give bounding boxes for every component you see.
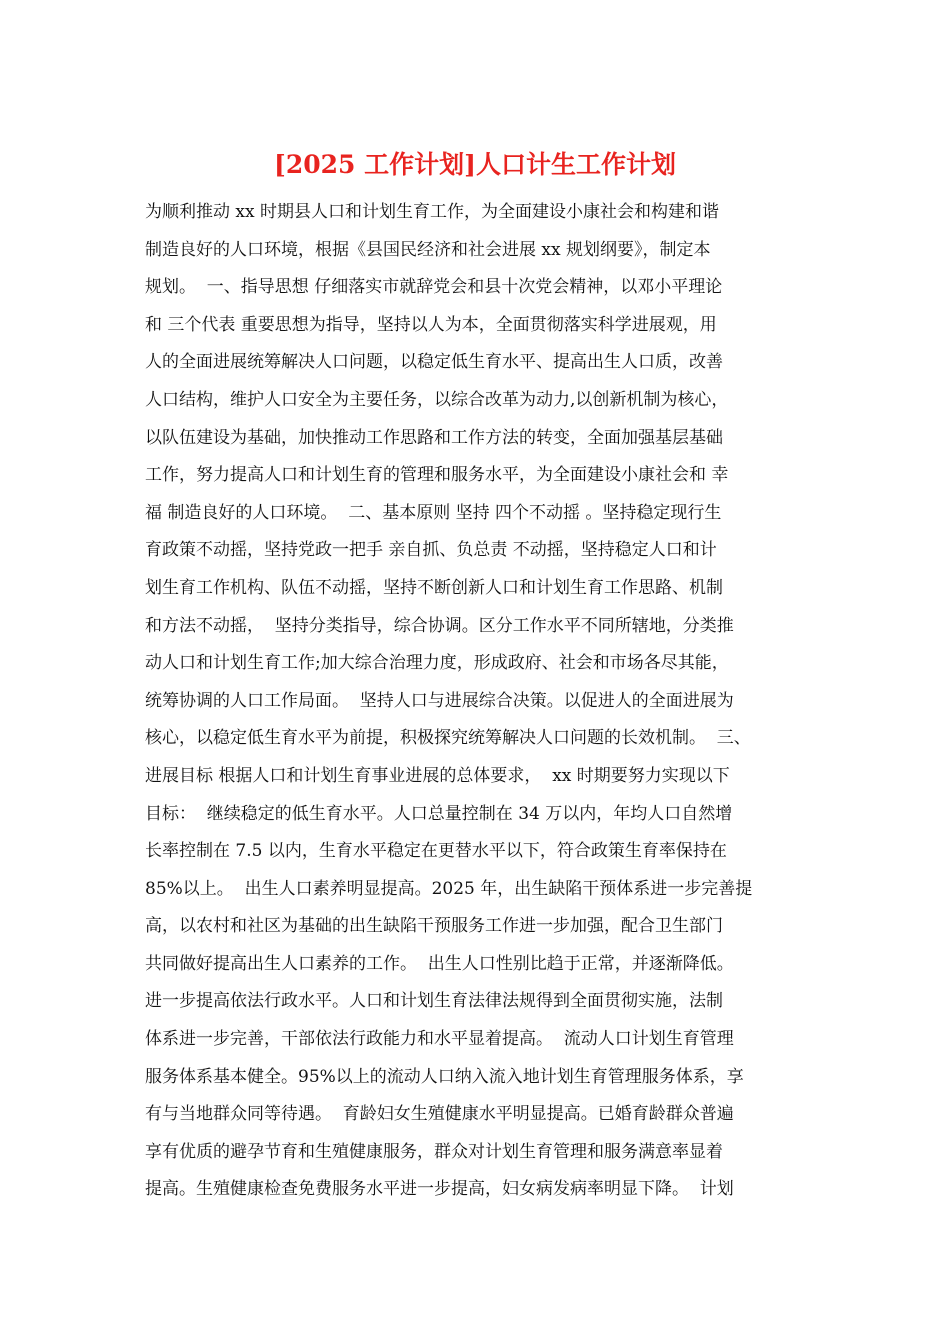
document-body	[145, 194, 825, 1209]
body-line: 进展目标 根据人口和计划生育事业进展的总体要求， xx 时期要努力实现以下	[145, 765, 730, 786]
body-line: 体系进一步完善，干部依法行政能力和水平显着提高。 流动人口计划生育管理	[145, 1029, 734, 1050]
body-line: 目标： 继续稳定的低生育水平。人口总量控制在 34 万以内，年均人口自然增	[145, 803, 733, 824]
body-line: 人口结构，维护人口安全为主要任务，以综合改革为动力,以创新机制为核心，	[145, 389, 729, 410]
body-line: 育政策不动摇，坚持党政一把手 亲自抓、负总责 不动摇，坚持稳定人口和计	[145, 540, 717, 561]
body-line: 统筹协调的人口工作局面。 坚持人口与进展综合决策。以促进人的全面进展为	[145, 690, 734, 711]
body-line: 制造良好的人口环境，根据《县国民经济和社会进展 xx 规划纲要》，制定本	[145, 239, 711, 260]
body-line: 划生育工作机构、队伍不动摇，坚持不断创新人口和计划生育工作思路、机制	[145, 577, 723, 598]
document-title: [2025 工作计划]人口计生工作计划	[274, 150, 676, 179]
body-line: 工作，努力提高人口和计划生育的管理和服务水平，为全面建设小康社会和 幸	[145, 465, 729, 486]
body-line: 85%以上。 出生人口素养明显提高。2025 年，出生缺陷干预体系进一步完善提	[145, 878, 753, 899]
body-line: 动人口和计划生育工作;加大综合治理力度，形成政府、社会和市场各尽其能，	[145, 653, 729, 674]
body-line: 提高。生殖健康检查免费服务水平进一步提高，妇女病发病率明显下降。 计划	[145, 1179, 734, 1200]
body-line: 服务体系基本健全。95%以上的流动人口纳入流入地计划生育管理服务体系，享	[145, 1066, 744, 1087]
body-line: 规划。 一、指导思想 仔细落实市就辞党会和县十次党会精神，以邓小平理论	[145, 277, 723, 298]
body-line: 福 制造良好的人口环境。 二、基本原则 坚持 四个不动摇 。坚持稳定现行生	[145, 502, 722, 523]
body-line: 核心，以稳定低生育水平为前提，积极探究统筹解决人口问题的长效机制。 三、	[145, 728, 751, 749]
body-line: 人的全面进展统筹解决人口问题，以稳定低生育水平、提高出生人口质，改善	[145, 352, 723, 373]
body-line: 和方法不动摇， 坚持分类指导，综合协调。区分工作水平不同所辖地，分类推	[145, 615, 734, 636]
body-line: 共同做好提高出生人口素养的工作。 出生人口性别比趋于正常，并逐渐降低。	[145, 953, 734, 974]
body-line: 和 三个代表 重要思想为指导，坚持以人为本，全面贯彻落实科学进展观，用	[145, 314, 717, 335]
body-line: 进一步提高依法行政水平。人口和计划生育法律法规得到全面贯彻实施，法制	[145, 991, 723, 1012]
body-line: 为顺利推动 xx 时期县人口和计划生育工作，为全面建设小康社会和构建和谐	[145, 202, 719, 222]
body-line: 以队伍建设为基础，加快推动工作思路和工作方法的转变，全面加强基层基础	[145, 427, 723, 448]
body-line: 享有优质的避孕节育和生殖健康服务，群众对计划生育管理和服务满意率显着	[145, 1141, 723, 1162]
body-line: 长率控制在 7.5 以内，生育水平稳定在更替水平以下，符合政策生育率保持在	[145, 841, 727, 862]
body-line: 有与当地群众同等待遇。 育龄妇女生殖健康水平明显提高。已婚育龄群众普遍	[145, 1104, 734, 1125]
body-line: 高，以农村和社区为基础的出生缺陷干预服务工作进一步加强，配合卫生部门	[145, 916, 723, 937]
